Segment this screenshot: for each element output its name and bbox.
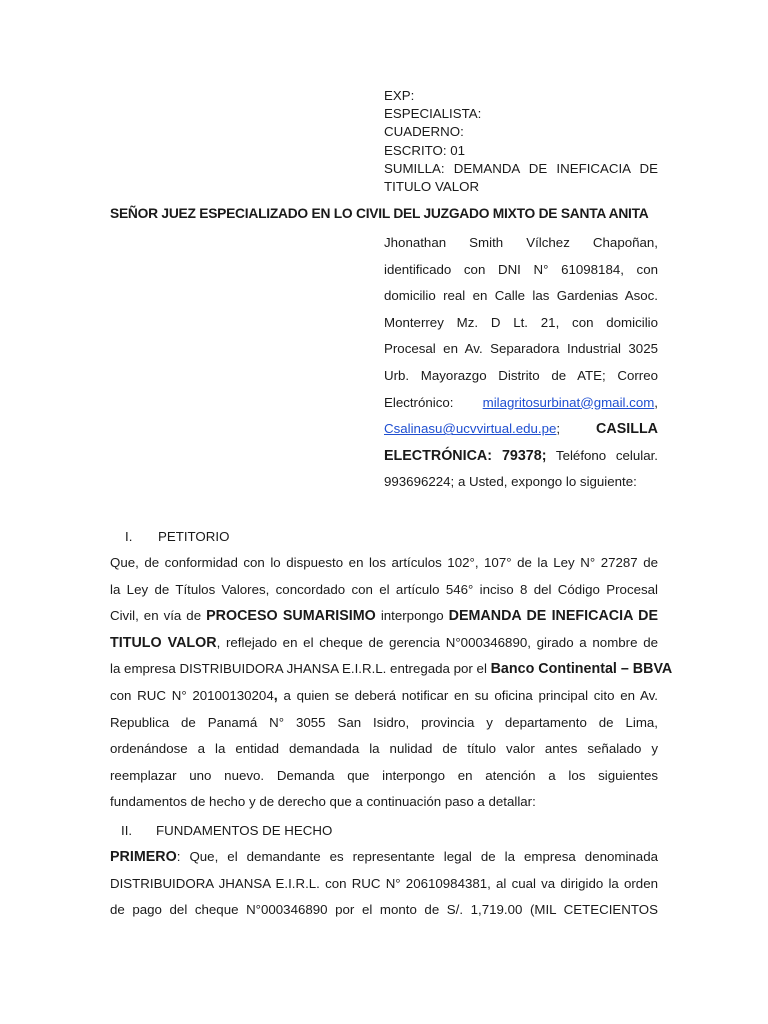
paragraph-line [110, 844, 658, 871]
casilla-label: CASILLA [596, 421, 658, 438]
case-header [384, 87, 658, 196]
email-2-wrap [384, 421, 560, 436]
party-line-casilla [384, 416, 658, 443]
paragraph-line: de pago del cheque N°000346890 por el monto de S/. 1,719.00 (MIL CETECIENTOS [110, 902, 658, 918]
titulo-valor: TITULO VALOR [110, 634, 217, 651]
paragraph-line: DISTRIBUIDORA JHANSA E.I.R.L. con RUC N° 20610984381, al cual va dirigido la orden [110, 875, 658, 891]
text-run: Civil, en vía de [110, 608, 202, 624]
text-run: la empresa DISTRIBUIDORA JHANSA E.I.R.L. entregada por el [110, 661, 487, 677]
paragraph-line: ordenándose a la entidad demandada la nulidad de título valor antes señalado y [110, 741, 658, 757]
paragraph-line: Que, de conformidad con lo dispuesto en los artículos 102°, 107° de la Ley N° 27287 de [110, 555, 658, 570]
paragraph-line: Republica de Panamá N° 3055 San Isidro, provincia y departamento de Lima, [110, 714, 658, 730]
sumilla-line-2: TITULO VALOR [384, 179, 480, 195]
petitorio-body [110, 550, 673, 816]
email-link-2[interactable]: Csalinasu@ucvvirtual.edu.pe [384, 421, 557, 437]
party-identification [384, 230, 658, 496]
text-run: a quien se deberá notificar en su oficina principal cito en Av. [277, 687, 658, 703]
text-run: interpongo [380, 608, 444, 624]
email-prefix: Electrónico: [384, 394, 454, 410]
casilla-value: ELECTRÓNICA: 79378; [384, 447, 547, 464]
telefono-label: Teléfono celular. [555, 447, 658, 463]
party-line: Procesal en Av. Separadora Industrial 3025 [384, 341, 658, 357]
section-number: I. [125, 529, 133, 544]
paragraph-line: la Ley de Títulos Valores, concordado con el artículo 546° inciso 8 del Código Procesal [110, 581, 658, 597]
section-title: PETITORIO [158, 529, 230, 544]
exp-field: EXP: [384, 88, 415, 103]
paragraph-line [110, 683, 658, 710]
sumilla-line-1: SUMILLA: DEMANDA DE INEFICACIA DE [384, 160, 658, 176]
party-line: Urb. Mayorazgo Distrito de ATE; Correo [384, 367, 658, 383]
section-title: FUNDAMENTOS DE HECHO [156, 823, 333, 838]
cuaderno-field: CUADERNO: [384, 124, 464, 140]
text-run: con RUC N° 20100130204 [110, 687, 274, 703]
primero-label: PRIMERO [110, 849, 177, 865]
addressee-heading: SEÑOR JUEZ ESPECIALIZADO EN LO CIVIL DEL JUZGADO MIXTO DE SANTA ANITA [110, 206, 649, 221]
party-line: 993696224; a Usted, expongo lo siguiente: [384, 474, 637, 490]
paragraph-line: fundamentos de hecho y de derecho que a continuación paso a detallar: [110, 794, 536, 810]
fundamentos-body [110, 844, 658, 924]
demanda-title: DEMANDA DE INEFICACIA DE [448, 608, 658, 625]
section-number: II. [121, 823, 133, 838]
proceso-sumarisimo: PROCESO SUMARISIMO [206, 608, 376, 625]
comma: , [273, 687, 278, 704]
text-run: : Que, el demandante es representante legal de la empresa denominada [176, 849, 658, 864]
paragraph-line [110, 603, 658, 630]
email-link-1[interactable]: milagritosurbinat@gmail.com [482, 394, 655, 410]
especialista-field: ESPECIALISTA: [384, 106, 482, 122]
email-separator: , [654, 394, 658, 410]
text-run: , reflejado en el cheque de gerencia N°000346890, girado a nombre de [216, 634, 658, 650]
party-line: identificado con DNI N° 61098184, con [384, 261, 658, 277]
bank-name: Banco Continental – BBVA [490, 661, 673, 678]
paragraph-line: reemplazar uno nuevo. Demanda que interpongo en atención a los siguientes [110, 767, 658, 783]
party-line: domicilio real en Calle las Gardenias Asoc. [384, 288, 658, 304]
email-2-separator: ; [556, 421, 561, 437]
party-line: Monterrey Mz. D Lt. 21, con domicilio [384, 314, 658, 330]
email-1-wrap [483, 395, 658, 410]
party-line-telefono [384, 443, 658, 470]
paragraph-line [110, 630, 658, 657]
escrito-field: ESCRITO: 01 [384, 142, 466, 158]
party-line: Jhonathan Smith Vílchez Chapoñan, [384, 235, 658, 250]
party-line-email [384, 390, 658, 417]
paragraph-line [110, 656, 673, 683]
